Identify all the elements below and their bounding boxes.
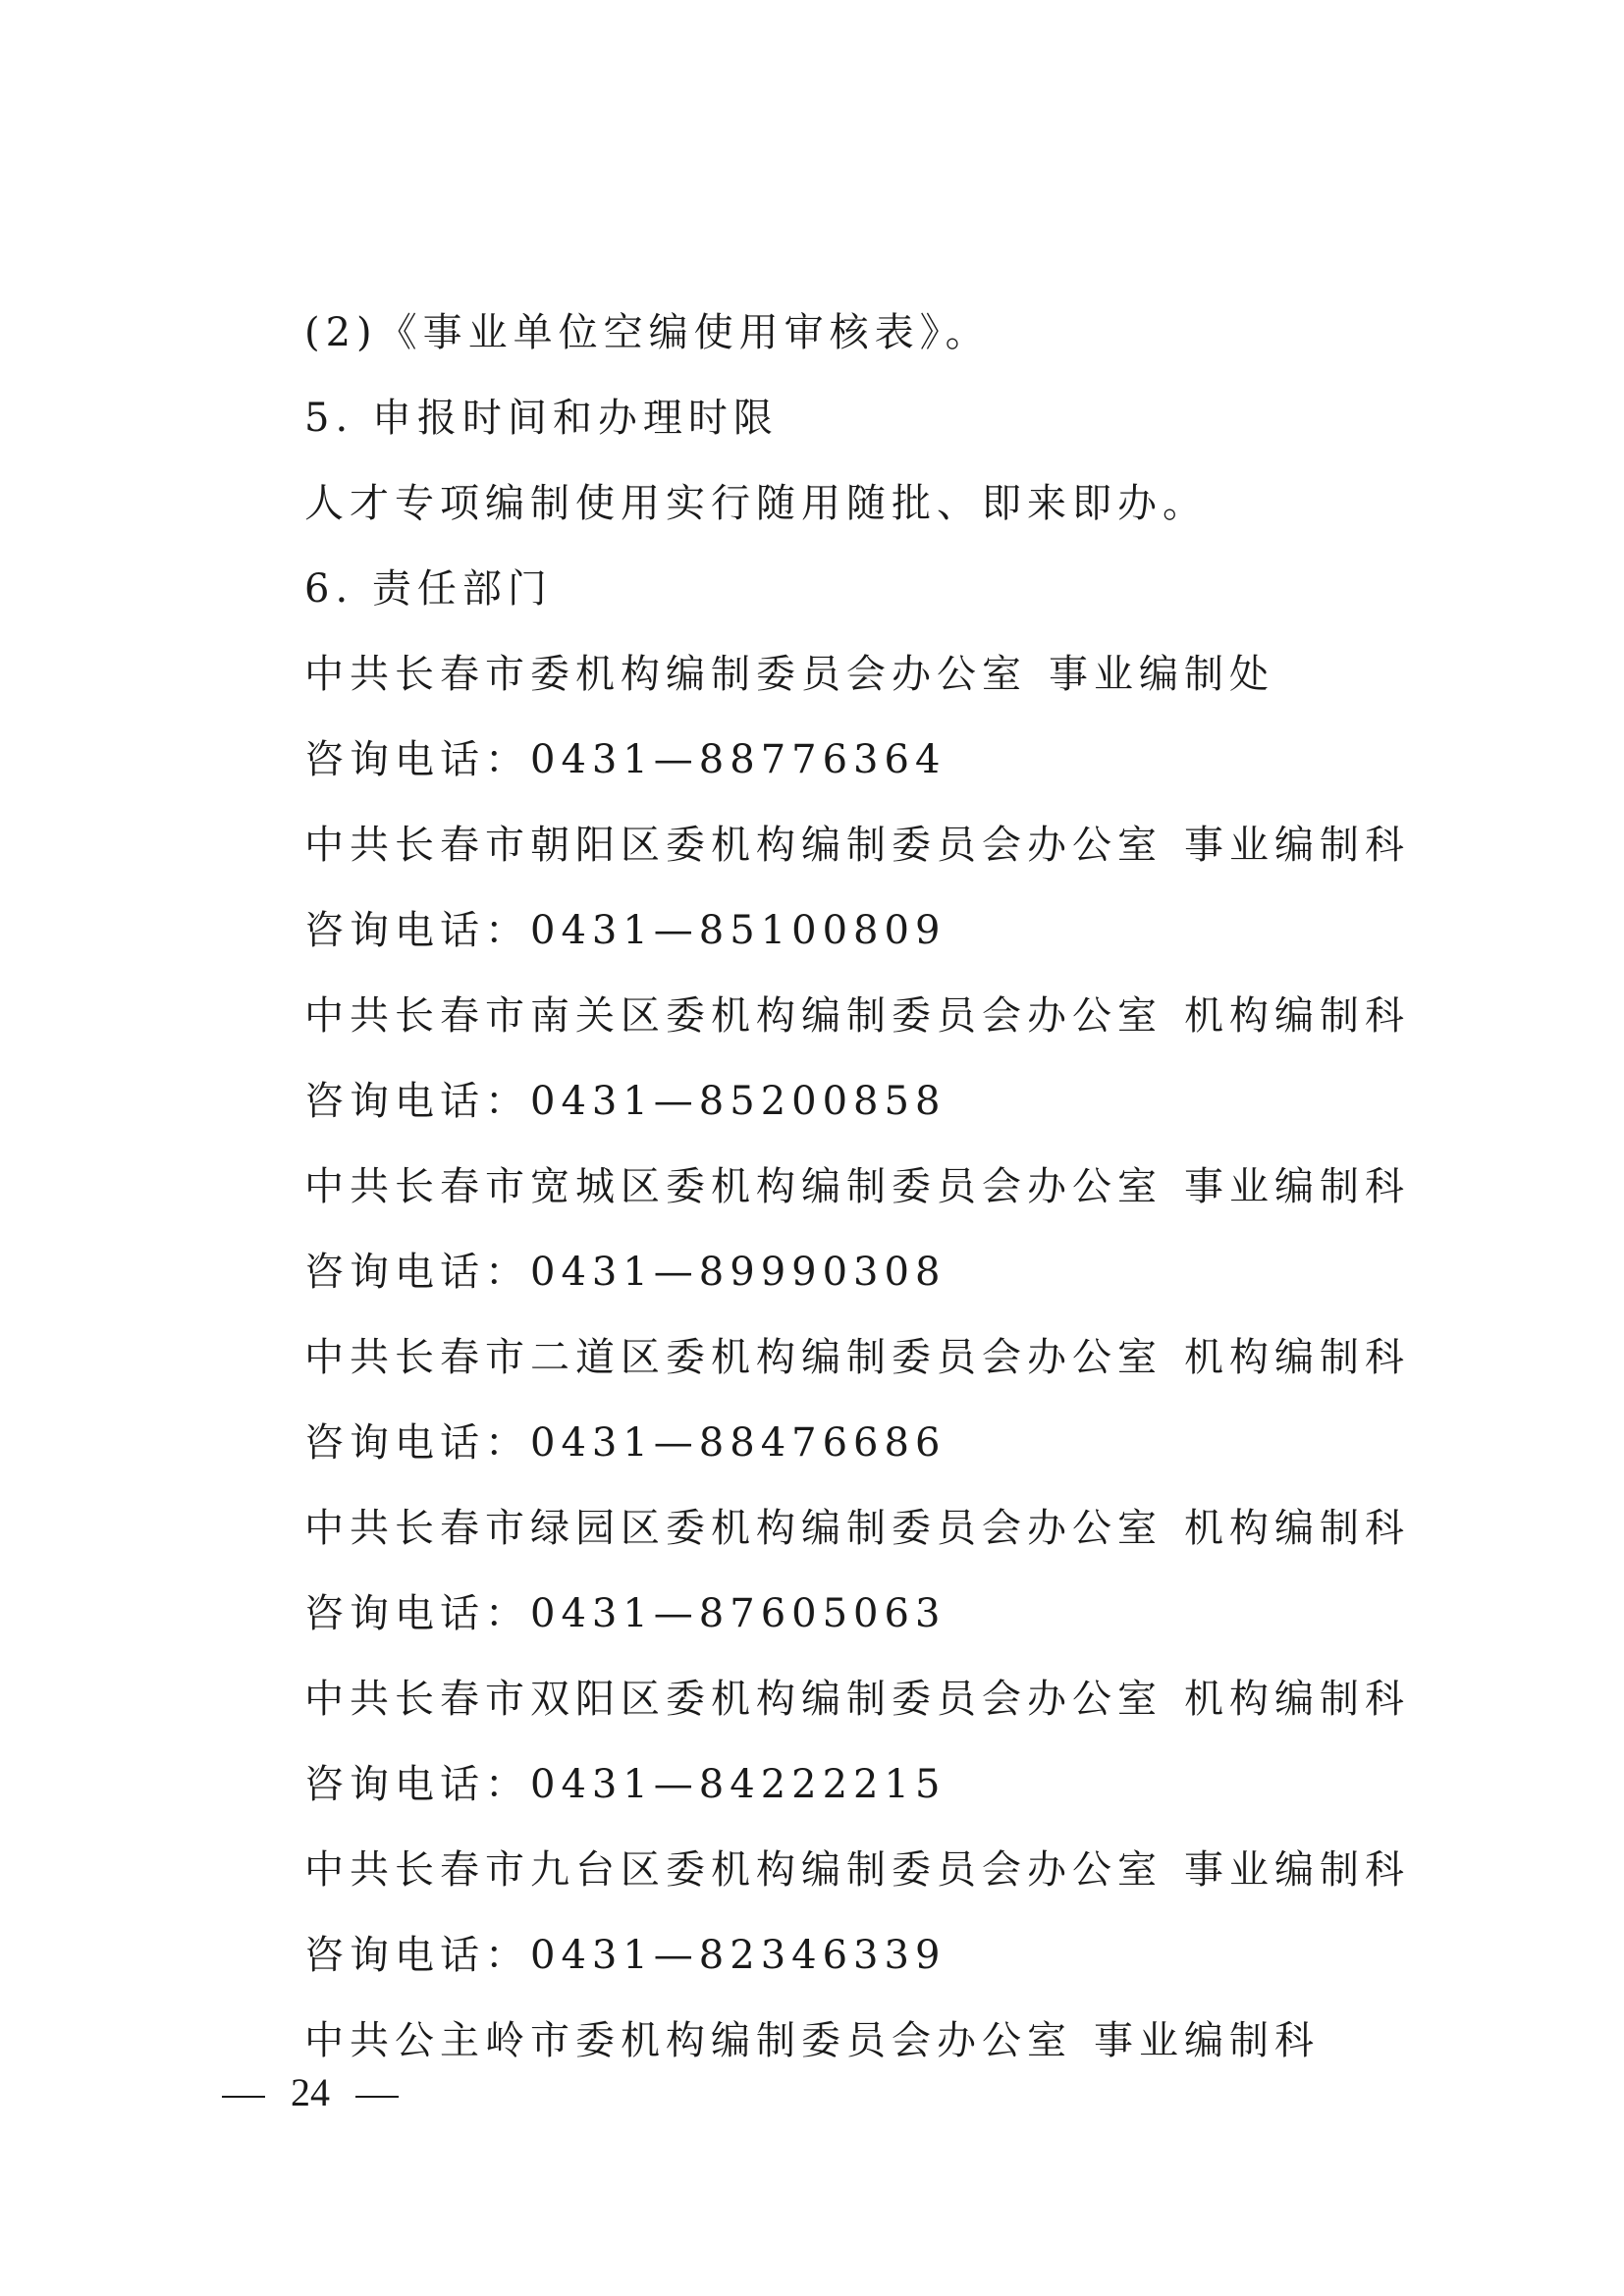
- dept-office-line: [304, 974, 1443, 1059]
- dept-section: 机构编制科: [1184, 1335, 1410, 1380]
- dept-office-line: [304, 1145, 1443, 1230]
- dept-section: 机构编制科: [1184, 1506, 1410, 1551]
- dept-phone: 咨询电话：0431—89990308: [304, 1250, 947, 1295]
- dept-section: 事业编制科: [1184, 1164, 1410, 1209]
- dept-office-line: [304, 1315, 1443, 1401]
- section-heading-deadline: 5. 申报时间和办理时限: [304, 396, 779, 441]
- dept-office: 中共长春市朝阳区委机构编制委员会办公室: [304, 823, 1163, 868]
- dept-office-line: [304, 1999, 1443, 2084]
- dept-office-line: [304, 803, 1443, 888]
- dept-office: 中共长春市委机构编制委员会办公室: [304, 652, 1027, 697]
- dept-office: 中共公主岭市委机构编制委员会办公室: [304, 2018, 1072, 2063]
- dept-phone: 咨询电话：0431—84222215: [304, 1762, 947, 1807]
- dept-office-line: [304, 632, 1443, 718]
- page-number: 24: [291, 2070, 330, 2114]
- dept-phone: 咨询电话：0431—87605063: [304, 1591, 947, 1636]
- document-body: [304, 291, 1443, 2084]
- dept-office: 中共长春市双阳区委机构编制委员会办公室: [304, 1677, 1163, 1722]
- page-footer: [222, 2070, 399, 2114]
- dept-office: 中共长春市绿园区委机构编制委员会办公室: [304, 1506, 1163, 1551]
- dept-phone: 咨询电话：0431—88476686: [304, 1420, 947, 1466]
- dept-office: 中共长春市九台区委机构编制委员会办公室: [304, 1847, 1163, 1893]
- dept-phone: 咨询电话：0431—85200858: [304, 1079, 947, 1124]
- dept-section: 事业编制处: [1049, 652, 1274, 697]
- dept-office: 中共长春市二道区委机构编制委员会办公室: [304, 1335, 1163, 1380]
- dept-section: 事业编制科: [1184, 823, 1410, 868]
- footer-dash-left: [222, 2096, 265, 2098]
- footer-dash-right: [355, 2096, 399, 2098]
- dept-phone: 咨询电话：0431—85100809: [304, 908, 947, 953]
- dept-office: 中共长春市宽城区委机构编制委员会办公室: [304, 1164, 1163, 1209]
- dept-section: 事业编制科: [1094, 2018, 1320, 2063]
- dept-office-line: [304, 1486, 1443, 1572]
- dept-office-line: [304, 1657, 1443, 1742]
- dept-section: 机构编制科: [1184, 993, 1410, 1039]
- dept-office: 中共长春市南关区委机构编制委员会办公室: [304, 993, 1163, 1039]
- dept-section: 事业编制科: [1184, 1847, 1410, 1893]
- paragraph-deadline: 人才专项编制使用实行随用随批、即来即办。: [304, 481, 1208, 526]
- attachment-item: (2)《事业单位空编使用审核表》。: [304, 310, 991, 355]
- dept-phone: 咨询电话：0431—88776364: [304, 737, 947, 782]
- section-heading-responsible-dept: 6. 责任部门: [304, 566, 553, 612]
- dept-office-line: [304, 1828, 1443, 1913]
- dept-section: 机构编制科: [1184, 1677, 1410, 1722]
- dept-phone: 咨询电话：0431—82346339: [304, 1933, 947, 1978]
